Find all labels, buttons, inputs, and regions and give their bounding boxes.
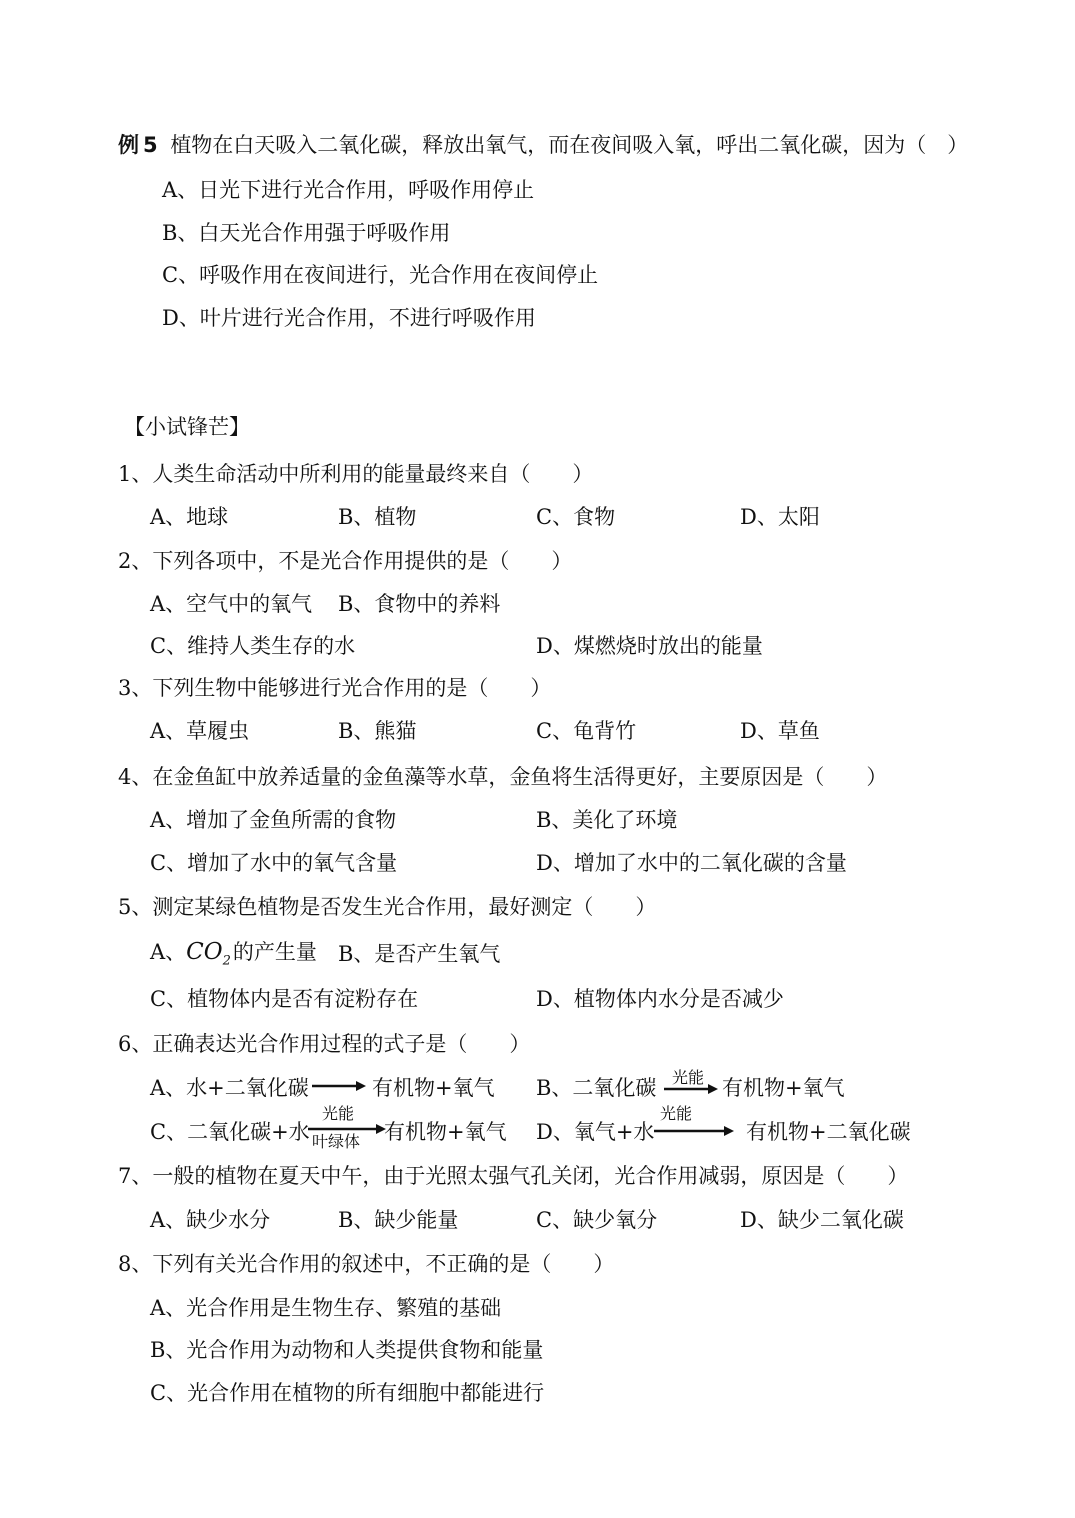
- example-5-stem: 植物在白天吸入二氧化碳，释放出氧气，而在夜间吸入氧，呼出二氧化碳，因为（ ）: [170, 133, 969, 157]
- question-5-option-c: C、植物体内是否有淀粉存在: [150, 987, 419, 1011]
- question-8-option-a: A、光合作用是生物生存、繁殖的基础: [150, 1296, 502, 1320]
- example-5-option-d: D、叶片进行光合作用，不进行呼吸作用: [162, 306, 536, 330]
- question-3-option-b: B、熊猫: [338, 719, 417, 743]
- question-5-option-a: [150, 938, 317, 976]
- question-8-option-c: C、光合作用在植物的所有细胞中都能进行: [150, 1381, 545, 1405]
- reaction-arrow-d: [654, 1124, 734, 1138]
- question-5-stem: 5、测定某绿色植物是否发生光合作用，最好测定（ ）: [118, 895, 657, 919]
- question-6-stem: 6、正确表达光合作用过程的式子是（ ）: [118, 1032, 531, 1056]
- question-3-stem: 3、下列生物中能够进行光合作用的是（ ）: [118, 676, 552, 700]
- question-8-option-b: B、光合作用为动物和人类提供食物和能量: [150, 1338, 544, 1362]
- question-6-option-c-right: 有机物+氧气: [384, 1120, 507, 1144]
- example-5-option-a: A、日光下进行光合作用，呼吸作用停止: [162, 178, 535, 202]
- example-5-option-c: C、呼吸作用在夜间进行，光合作用在夜间停止: [162, 263, 599, 287]
- question-5-option-a-text: 的产生量: [232, 940, 317, 964]
- question-4-option-b: B、美化了环境: [536, 808, 678, 832]
- question-6-option-a-right: 有机物+氧气: [372, 1076, 495, 1100]
- question-2-option-b: B、食物中的养料: [338, 592, 501, 616]
- question-1-option-d: D、太阳: [740, 505, 820, 529]
- question-3-option-d: D、草鱼: [740, 719, 820, 743]
- question-2-option-c: C、维持人类生存的水: [150, 634, 356, 658]
- question-7-option-a: A、缺少水分: [150, 1208, 271, 1232]
- question-2-option-d: D、煤燃烧时放出的能量: [536, 634, 763, 658]
- question-6-option-d-right: 有机物+二氧化碳: [746, 1120, 911, 1144]
- question-4-option-a: A、增加了金鱼所需的食物: [150, 808, 397, 832]
- question-4-option-c: C、增加了水中的氧气含量: [150, 851, 398, 875]
- question-5-option-b: B、是否产生氧气: [338, 942, 501, 966]
- example-number: 5: [143, 133, 158, 157]
- question-4-stem: 4、在金鱼缸中放养适量的金鱼藻等水草，金鱼将生活得更好，主要原因是（ ）: [118, 765, 888, 789]
- question-1-stem: 1、人类生命活动中所利用的能量最终来自（ ）: [118, 462, 594, 486]
- question-5-option-d: D、植物体内水分是否减少: [536, 987, 784, 1011]
- question-7-option-b: B、缺少能量: [338, 1208, 459, 1232]
- co2-symbol: CO: [186, 939, 223, 965]
- question-6-option-a-left: A、水+二氧化碳: [150, 1076, 309, 1100]
- example-5-question: [118, 131, 968, 159]
- question-7-option-c: C、缺少氧分: [536, 1208, 658, 1232]
- question-3-option-c: C、龟背竹: [536, 719, 637, 743]
- reaction-arrow-b: [664, 1081, 718, 1097]
- co2-subscript: 2: [222, 953, 231, 969]
- question-2-stem: 2、下列各项中，不是光合作用提供的是（ ）: [118, 549, 573, 573]
- question-5-option-a-label: A、: [150, 940, 187, 964]
- example-label: 例: [118, 133, 139, 157]
- question-7-stem: 7、一般的植物在夏天中午，由于光照太强气孔关闭，光合作用减弱，原因是（ ）: [118, 1164, 909, 1188]
- question-6-option-c-above: 光能: [322, 1104, 355, 1123]
- question-2-option-a: A、空气中的氧气: [150, 592, 313, 616]
- co2-formula: [186, 939, 231, 969]
- question-7-option-d: D、缺少二氧化碳: [740, 1208, 904, 1232]
- question-1-option-a: A、地球: [150, 505, 229, 529]
- question-6-option-c-left: C、二氧化碳+水: [150, 1120, 310, 1144]
- question-3-option-a: A、草履虫: [150, 719, 250, 743]
- section-title: 【小试锋芒】: [124, 415, 250, 439]
- question-6-option-c-below: 叶绿体: [312, 1132, 361, 1151]
- question-1-option-b: B、植物: [338, 505, 417, 529]
- question-6-option-d-left: D、氧气+水: [536, 1120, 655, 1144]
- question-1-option-c: C、食物: [536, 505, 616, 529]
- question-6-option-b-right: 有机物+氧气: [722, 1076, 845, 1100]
- question-4-option-d: D、增加了水中的二氧化碳的含量: [536, 851, 847, 875]
- reaction-arrow-a: [312, 1077, 366, 1095]
- question-6-option-d-above: 光能: [660, 1104, 693, 1123]
- example-5-option-b: B、白天光合作用强于呼吸作用: [162, 221, 451, 245]
- question-6-option-b-left: B、二氧化碳: [536, 1076, 657, 1100]
- question-6-option-b-above: 光能: [672, 1068, 705, 1087]
- question-8-stem: 8、下列有关光合作用的叙述中，不正确的是（ ）: [118, 1252, 615, 1276]
